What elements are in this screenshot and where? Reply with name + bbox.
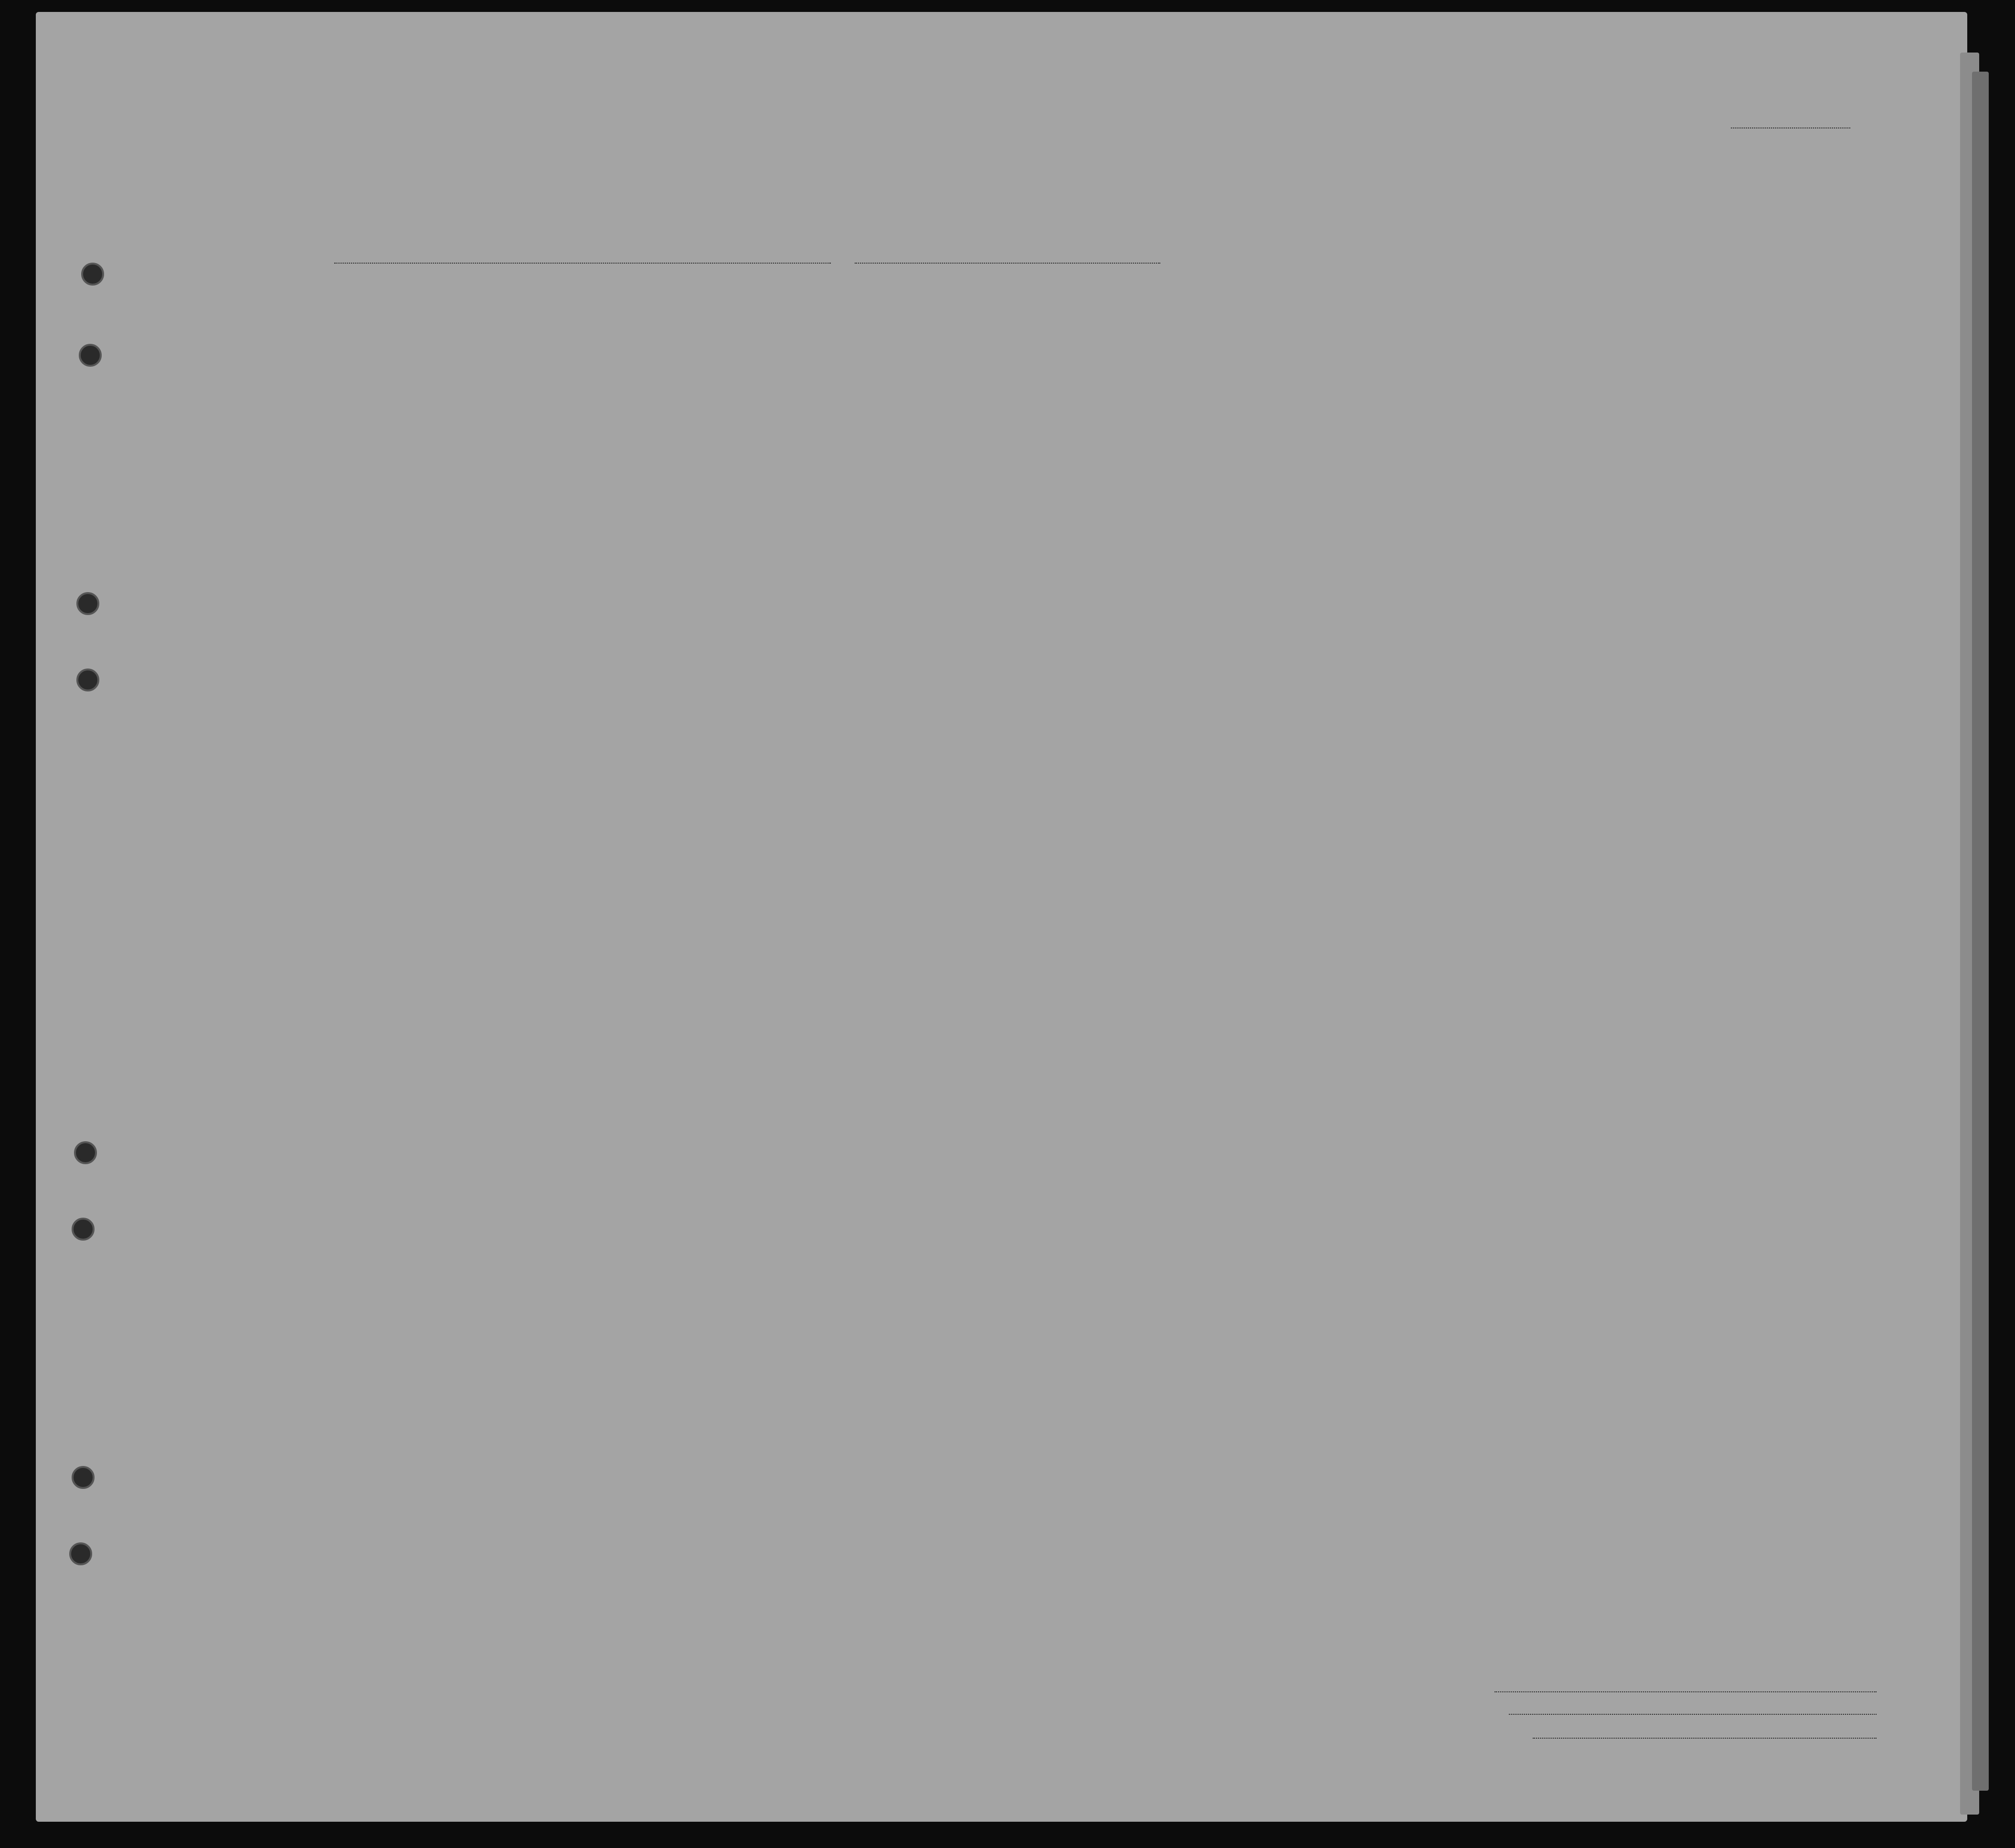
line-fill xyxy=(1495,1690,1877,1692)
owners-fill xyxy=(1509,1713,1877,1715)
agents-fill xyxy=(1533,1737,1877,1739)
